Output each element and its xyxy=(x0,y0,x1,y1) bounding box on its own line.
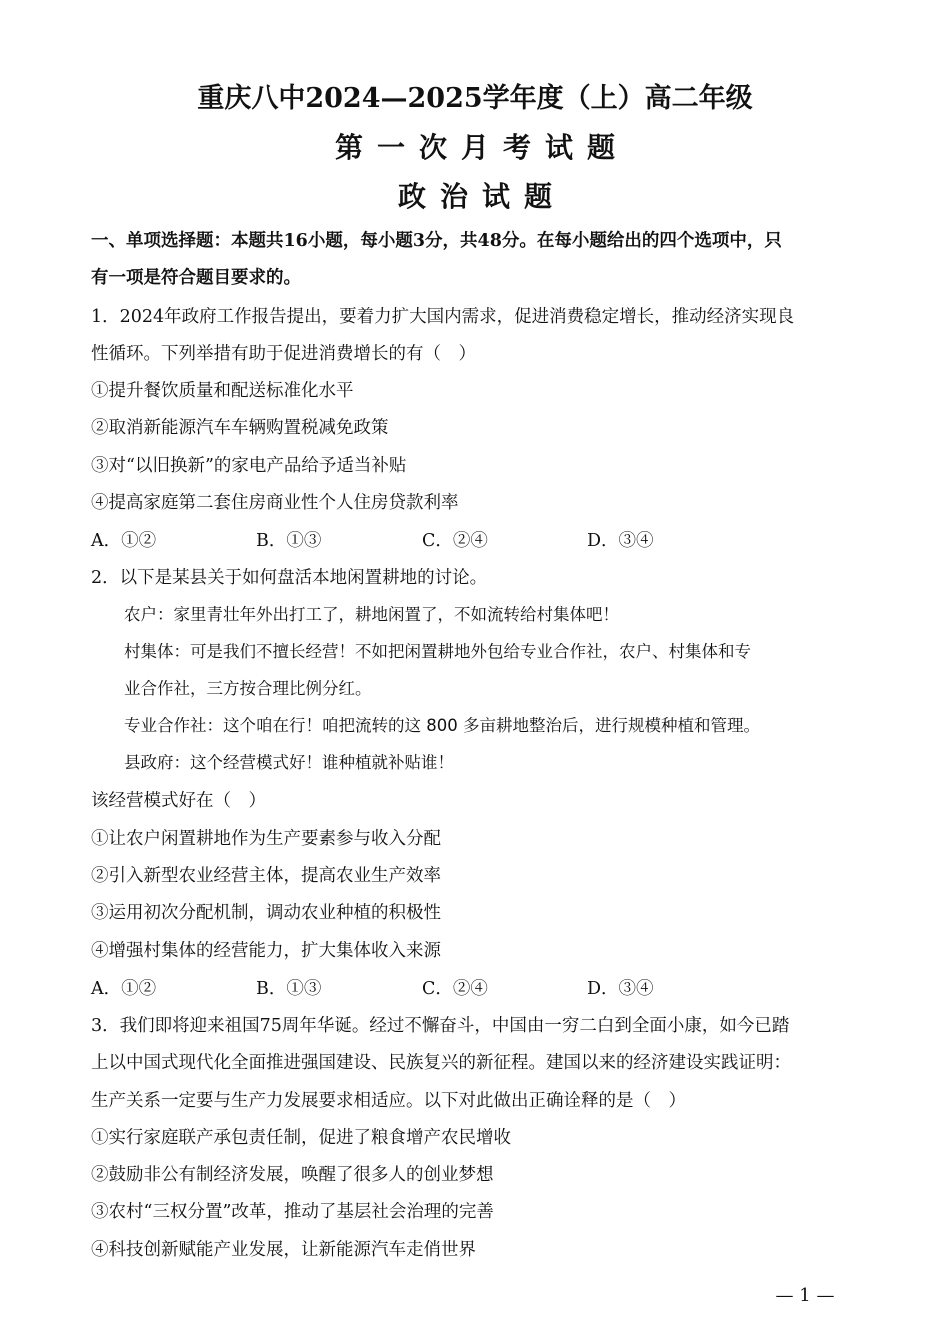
q1-item-1: ①提升餐饮质量和配送标准化水平 xyxy=(91,381,354,401)
q3-item-4: ④科技创新赋能产业发展，让新能源汽车走俏世界 xyxy=(91,1240,476,1260)
q2-item-3: ③运用初次分配机制，调动农业种植的积极性 xyxy=(91,903,441,923)
subject-title: 政治试题 xyxy=(397,180,566,213)
q1-item-4: ④提高家庭第二套住房商业性个人住房贷款利率 xyxy=(91,493,459,513)
q2-option-c: C．②④ xyxy=(422,979,488,999)
q2-dialog-village: 村集体：可是我们不擅长经营！不如把闲置耕地外包给专业合作社，农户、村集体和专 xyxy=(124,642,751,661)
q2-dialog-government: 县政府：这个经营模式好！谁种植就补贴谁！ xyxy=(124,753,454,772)
q1-stem-cont: 性循环。下列举措有助于促进消费增长的有（ ） xyxy=(91,344,476,364)
q3-item-1: ①实行家庭联产承包责任制，促进了粮食增产农民增收 xyxy=(91,1128,511,1148)
q3-item-3: ③农村“三权分置”改革，推动了基层社会治理的完善 xyxy=(91,1202,494,1222)
q1-item-2: ②取消新能源汽车车辆购置税减免政策 xyxy=(91,418,389,438)
q1-stem: 1．2024年政府工作报告提出，要着力扩大国内需求，促进消费稳定增长，推动经济实现良 xyxy=(91,307,795,327)
q1-option-d: D．③④ xyxy=(587,531,654,551)
q2-item-4: ④增强村集体的经营能力，扩大集体收入来源 xyxy=(91,941,441,961)
q1-option-c: C．②④ xyxy=(422,531,488,551)
q1-item-3: ③对“以旧换新”的家电产品给予适当补贴 xyxy=(91,456,407,476)
page-number: — 1 — xyxy=(775,1285,835,1306)
q2-dialog-cooperative: 专业合作社：这个咱在行！咱把流转的这 800 多亩耕地整治后，进行规模种植和管理。 xyxy=(124,716,760,735)
q2-dialog-village-cont: 业合作社，三方按合理比例分红。 xyxy=(124,679,372,698)
section-instruction-cont: 有一项是符合题目要求的。 xyxy=(91,268,301,288)
q3-item-2: ②鼓励非公有制经济发展，唤醒了很多人的创业梦想 xyxy=(91,1165,494,1185)
exam-subtitle: 第一次月考试题 xyxy=(334,131,629,164)
q3-stem-cont-2: 生产关系一定要与生产力发展要求相适应。以下对此做出正确诠释的是（ ） xyxy=(91,1091,686,1111)
q2-option-a: A．①② xyxy=(91,979,157,999)
q2-item-2: ②引入新型农业经营主体，提高农业生产效率 xyxy=(91,866,441,886)
section-instruction: 一、单项选择题：本题共16小题，每小题3分，共48分。在每小题给出的四个选项中，只 xyxy=(91,231,782,251)
q1-option-a: A．①② xyxy=(91,531,157,551)
q2-dialog-farmer: 农户：家里青壮年外出打工了，耕地闲置了，不如流转给村集体吧！ xyxy=(124,605,619,624)
q3-stem-cont: 上以中国式现代化全面推进强国建设、民族复兴的新征程。建国以来的经济建设实践证明： xyxy=(91,1053,791,1073)
q2-item-1: ①让农户闲置耕地作为生产要素参与收入分配 xyxy=(91,829,441,849)
q3-stem: 3．我们即将迎来祖国75周年华诞。经过不懈奋斗，中国由一穷二白到全面小康，如今已踏 xyxy=(91,1016,790,1036)
q1-option-b: B．①③ xyxy=(256,531,322,551)
q2-question: 该经营模式好在（ ） xyxy=(91,791,266,811)
q2-stem: 2．以下是某县关于如何盘活本地闲置耕地的讨论。 xyxy=(91,568,488,588)
q2-option-d: D．③④ xyxy=(587,979,654,999)
exam-title: 重庆八中2024—2025学年度（上）高二年级 xyxy=(197,83,753,114)
q2-option-b: B．①③ xyxy=(256,979,322,999)
